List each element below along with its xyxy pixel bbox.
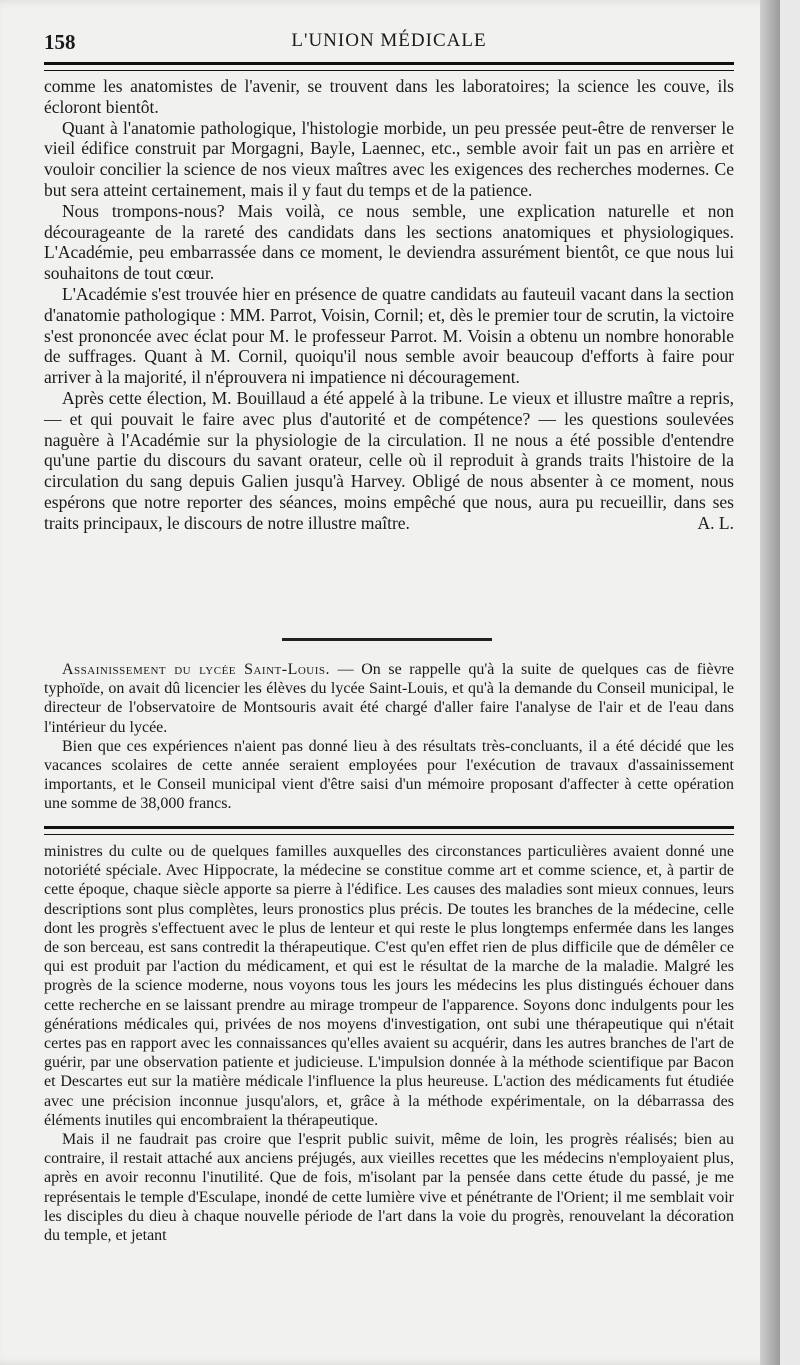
header-rule bbox=[44, 62, 734, 71]
article-text: Après cette élection, M. Bouillaud a été appelé à la tribune. Le vieux et illustre maître a repris, — et qui pouvait le faire avec plus d'autorité et de compétence? — les questions soulevées naguère à l'Académie sur la physiologie de la circulation. Il ne nous a été possible d'entendre qu'une partie du discours du savant orateur, celle où il reproduit à grands traits l'histoire de la circulation du sang depuis Galien jusqu'à Harvey. Obligé de nous absenter à ce moment, nous espérons que notre reporter des séances, moins empêché que nous, aura pu recueillir, dans ses traits principaux, le discours de notre illustre maître. bbox=[44, 387, 734, 533]
note-paragraph: Bien que ces expériences n'aient pas donné lieu à des résultats très-concluants, il a été décidé que les vacances scolaires de cette année seraient employées pour l'exécution de travaux d'assainissement importants, et le Conseil municipal vient d'être saisi d'un mémoire proposant d'affecter à cette opération une somme de 38,000 francs. bbox=[44, 737, 734, 813]
section-divider bbox=[282, 638, 492, 641]
journal-title: L'UNION MÉDICALE bbox=[291, 30, 487, 51]
feuilleton-paragraph: ministres du culte ou de quelques familles auxquelles des circonstances particulières avaient donné une notoriété spéciale. Avec Hippocrate, la médecine se constitue comme art et comme science, et, à partir de cette époque, chaque siècle apporte sa pierre à l'édifice. Les causes des maladies sont mieux connues, leurs descriptions sont plus complètes, leurs pronostics plus précis. De toutes les branches de la médecine, celle dont les progrès s'effectuent avec le plus de lenteur et qui reste le plus longtemps enfermée dans les langes de son berceau, est sans contredit la thérapeutique. C'est qu'en effet rien de plus difficile que de démêler ce qui est produit par l'action du médicament, et qui est le résultat de la marche de la maladie. Malgré les progrès de la science moderne, nous voyons tous les jours les médecins les plus distingués échouer dans cette recherche en se laissant prendre au mirage trompeur de l'apparence. Soyons donc indulgents pour les générations médicales qui, privées de nos moyens d'investigation, ont subi une thérapeutique qui n'était certes pas en rapport avec les connaissances qu'elles avaient su acquérir, dans les autres branches de l'art de guérir, par une observation patiente et judicieuse. L'impulsion donnée à la méthode scientifique par Bacon et Descartes eut sur la matière médicale l'influence la plus heureuse. L'action des médicaments fut étudiée avec une précision inconnue jusqu'alors, et, grâce à la méthode expérimentale, on la débarrassa des éléments inutiles qui encombraient la thérapeutique. bbox=[44, 843, 734, 1129]
feuilleton-rule bbox=[44, 826, 734, 835]
page-number: 158 bbox=[44, 30, 76, 54]
article-paragraph: L'Académie s'est trouvée hier en présence de quatre candidats au fauteuil vacant dans la section d'anatomie pathologique : MM. Parrot, Voisin, Cornil; et, dès le premier tour de scrutin, la victoire s'est prononcée avec éclat pour M. le professeur Parrot. M. Voisin a obtenu un nombre honorable de suffrages. Quant à M. Cornil, quoiqu'il nous semble avoir beaucoup d'efforts à faire pour arriver à la majorité, il n'éprouvera ni impatience ni découragement. bbox=[44, 283, 734, 388]
news-note bbox=[44, 660, 734, 814]
note-heading: Assainissement du lycée Saint-Louis. bbox=[62, 661, 331, 678]
article-body bbox=[44, 76, 734, 534]
signature: A. L. bbox=[697, 512, 734, 533]
article-paragraph: comme les anatomistes de l'avenir, se trouvent dans les laboratoires; la science les couve, ils écloront bientôt. bbox=[44, 76, 734, 117]
note-text: — On se rappelle qu'à la suite de quelques cas de fièvre typhoïde, on avait dû licencier les élèves du lycée Saint-Louis, et qu'à la demande du Conseil municipal, le directeur de l'observatoire de Montsouris avait été chargé d'aller faire l'analyse de l'air et de l'eau dans l'intérieur du lycée. bbox=[44, 661, 735, 736]
feuilleton-paragraph: Mais il ne faudrait pas croire que l'esprit public suivit, même de loin, les progrès réalisés; bien au contraire, il restait attaché aux anciens préjugés, aux vieilles recettes que les médecins n'employaient plus, après en avoir reconnu l'inutilité. Que de fois, m'isolant par la pensée dans cette étude du passé, je me représentais le temple d'Esculape, inondé de cette lumière vive et pénétrante de l'Orient; il me semblait voir les disciples du dieu à chaque nouvelle période de l'art dans la voie du progrès, renouvelant la décoration du temple, et jetant bbox=[44, 1131, 734, 1245]
feuilleton-body bbox=[44, 842, 734, 1245]
article-paragraph: Nous trompons-nous? Mais voilà, ce nous semble, une explication naturelle et non décourageante de la rareté des candidats dans les sections anatomiques et physiologiques. L'Académie, peu embarrassée dans ce moment, le deviendra assurément bientôt, ce que nous lui souhaitons de tout cœur. bbox=[44, 200, 734, 284]
page-header bbox=[44, 26, 734, 58]
page-edge bbox=[760, 0, 780, 1365]
note-paragraph bbox=[44, 660, 734, 737]
article-paragraph-last bbox=[44, 388, 734, 534]
article-paragraph: Quant à l'anatomie pathologique, l'histologie morbide, un peu pressée peut-être de renverser le vieil édifice construit par Morgagni, Bayle, Laennec, etc., semble avoir fait un pas en arrière et vouloir concilier la science de nos vieux maîtres avec les exigences des recherches modernes. Ce but sera atteint certainement, mais il y faut du temps et de la patience. bbox=[44, 117, 734, 200]
